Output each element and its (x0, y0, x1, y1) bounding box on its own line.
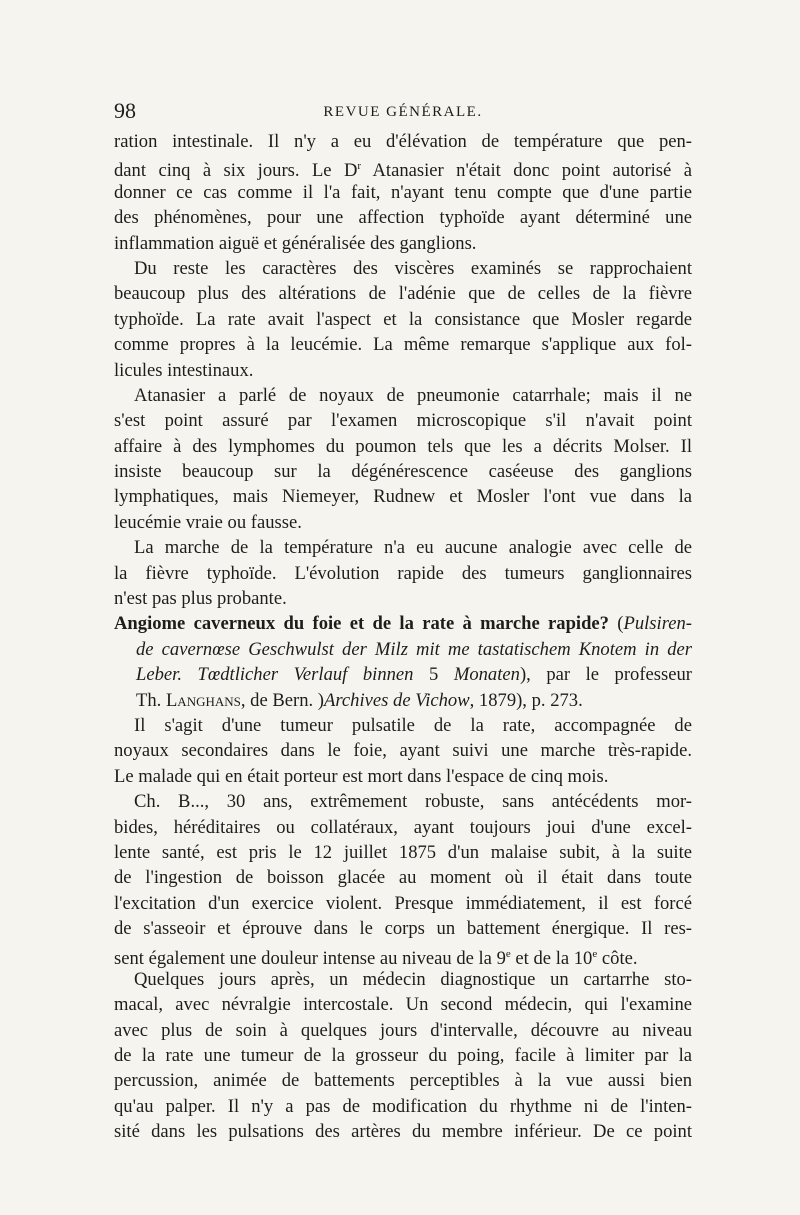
text-line: lente santé, est pris le 12 juillet 1875 d'un malaise subit, à la suite (114, 841, 692, 863)
text-line: comme propres à la leucémie. La même remarque s'applique aux fol- (114, 334, 692, 356)
text-line: beaucoup plus des altérations de l'adénie que de celles de la fièvre (114, 283, 692, 305)
paragraph-start: Atanasier a parlé de noyaux de pneumonie catarrhale; mais il ne (134, 384, 692, 406)
paragraph-start: Il s'agit d'une tumeur pulsatile de la rate, accompagnée de (134, 714, 692, 736)
text-line: avec plus de soin à quelques jours d'intervalle, découvre au niveau (114, 1019, 692, 1041)
text-line: sent également une douleur intense au niveau de la 9e et de la 10e côte. (114, 947, 638, 969)
text-line: affaire à des lymphomes du poumon tels que les a décrits Molser. Il (114, 435, 692, 457)
article-heading: Angiome caverneux du foie et de la rate à marche rapide? (Pulsiren- (114, 613, 692, 635)
text-line: lymphatiques, mais Niemeyer, Rudnew et Mosler l'ont vue dans la (114, 486, 692, 508)
text-line: de l'ingestion de boisson glacée au moment où il était dans toute (114, 867, 692, 889)
text-line: inflammation aiguë et généralisée des ganglions. (114, 232, 477, 254)
text-line: de la rate une tumeur de la grosseur du poing, facile à limiter par la (114, 1045, 692, 1067)
text-line: Leber. Tœdtlicher Verlauf binnen 5 Monaten), par le professeur (136, 664, 693, 686)
text-line: insiste beaucoup sur la dégénérescence caséeuse des ganglions (114, 461, 692, 483)
text-line: leucémie vraie ou fausse. (114, 511, 302, 533)
text-line: s'est point assuré par l'examen microscopique s'il n'avait point (114, 410, 692, 432)
text-line: la fièvre typhoïde. L'évolution rapide des tumeurs ganglionnaires (114, 562, 692, 584)
body-text (114, 129, 692, 1145)
text-line: donner ce cas comme il l'a fait, n'ayant tenu compte que d'une partie (114, 181, 692, 203)
text-line: noyaux secondaires dans le foie, ayant suivi une marche très-rapide. (114, 740, 692, 762)
text-line: de s'asseoir et éprouve dans le corps un battement énergique. Il res- (114, 918, 692, 940)
text-line: Le malade qui en était porteur est mort dans l'espace de cinq mois. (114, 765, 609, 787)
text-line: Th. Langhans, de Bern. )Archives de Vichow, 1879), p. 273. (136, 689, 583, 711)
paragraph-start: La marche de la température n'a eu aucune analogie avec celle de (134, 537, 692, 559)
text-line: licules intestinaux. (114, 359, 254, 381)
text-line: bides, héréditaires ou collatéraux, ayant toujours joui d'une excel- (114, 816, 692, 838)
paragraph-start: Ch. B..., 30 ans, extrêmement robuste, sans antécédents mor- (134, 791, 692, 813)
text-line: macal, avec névralgie intercostale. Un second médecin, qui l'examine (114, 994, 692, 1016)
text-line: percussion, animée de battements perceptibles à la vue aussi bien (114, 1070, 692, 1092)
running-title: REVUE GÉNÉRALE. (323, 104, 483, 120)
page-header (114, 98, 692, 124)
text-line: n'est pas plus probante. (114, 588, 287, 610)
paragraph-start: Du reste les caractères des viscères examinés se rapprochaient (134, 257, 692, 279)
page-number: 98 (114, 98, 136, 123)
text-line: des phénomènes, pour une affection typhoïde ayant déterminé une (114, 207, 692, 229)
text-line: typhoïde. La rate avait l'aspect et la consistance que Mosler regarde (114, 308, 692, 330)
text-line: qu'au palper. Il n'y a pas de modification du rhythme ni de l'inten- (114, 1095, 692, 1117)
text-line: l'excitation d'un exercice violent. Presque immédiatement, il est forcé (114, 892, 692, 914)
text-line: dant cinq à six jours. Le $D^r$ Atanasier n'était donc point autorisé à (114, 160, 692, 182)
paragraph-start: Quelques jours après, un médecin diagnostique un cartarrhe sto- (134, 968, 692, 990)
text-line: ration intestinale. Il n'y a eu d'élévation de température que pen- (114, 131, 692, 152)
text-line: sité dans les pulsations des artères du membre inférieur. De ce point (114, 1121, 692, 1143)
text-line: de cavernœse Geschwulst der Milz mit me tastatischem Knotem in der (136, 638, 692, 660)
